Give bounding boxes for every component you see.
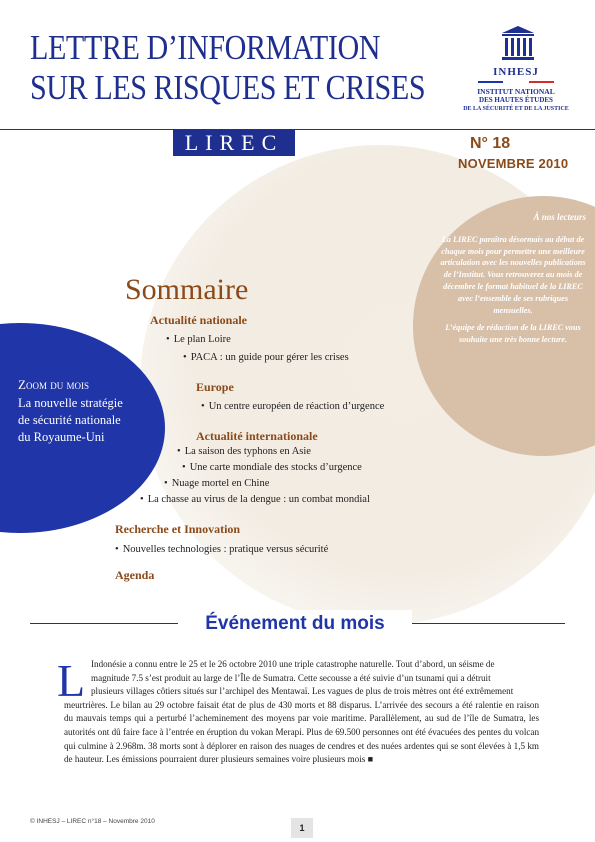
page-number: 1 bbox=[291, 818, 313, 838]
event-rule-left bbox=[30, 623, 180, 624]
readers-note bbox=[438, 212, 588, 352]
section-recherche-innovation[interactable]: Recherche et Innovation bbox=[115, 522, 241, 536]
toc-item[interactable]: • Nouvelles technologies : pratique versus sécurité bbox=[115, 544, 329, 555]
section-actualite-nationale[interactable]: Actualité nationale bbox=[150, 313, 247, 327]
toc-item[interactable]: • Une carte mondiale des stocks d’urgence bbox=[182, 462, 362, 473]
section-agenda[interactable]: Agenda bbox=[115, 568, 155, 582]
footer-copyright: © INHESJ – LIREC n°18 – Novembre 2010 bbox=[30, 818, 155, 825]
zoom-line-1: La nouvelle stratégie bbox=[18, 396, 123, 410]
zoom-du-mois[interactable] bbox=[18, 376, 123, 446]
article-line-1: Indonésie a connu entre le 25 et le 26 octobre 2010 une triple catastrophe naturelle. Tout d’abord, un séisme de bbox=[91, 659, 495, 669]
dropcap: L bbox=[57, 655, 86, 706]
logo-line-2: DES HAUTES ÉTUDES bbox=[479, 96, 553, 104]
toc-item[interactable]: • La chasse au virus de la dengue : un combat mondial bbox=[140, 494, 370, 505]
title-line-2: SUR LES RISQUES ET CRISES bbox=[30, 68, 426, 107]
toc-item[interactable]: • Nuage mortel en Chine bbox=[164, 478, 270, 489]
issue-date: NOVEMBRE 2010 bbox=[458, 156, 569, 171]
toc-item[interactable]: • Le plan Loire bbox=[166, 334, 231, 345]
event-article bbox=[64, 658, 539, 765]
inhesj-logo-icon bbox=[498, 24, 538, 64]
readers-note-heading: À nos lecteurs bbox=[533, 212, 586, 222]
zoom-heading: Zoom du mois bbox=[18, 377, 89, 392]
toc-item[interactable]: • Un centre européen de réaction d’urgence bbox=[201, 401, 385, 412]
issue-number: N° 18 bbox=[470, 135, 511, 152]
lirec-badge: LIREC bbox=[173, 129, 295, 156]
logo-name: INHESJ bbox=[493, 66, 539, 78]
logo-line-3: DE LA SÉCURITÉ ET DE LA JUSTICE bbox=[463, 106, 569, 112]
event-title: Événement du mois bbox=[178, 610, 412, 638]
article-line-3: plusieurs villages côtiers situés sur l’archipel des Mentawaï. Les vagues de plus de trois mètres ont été extrêmement bbox=[91, 686, 514, 697]
readers-note-para-2: L’équipe de rédaction de la LIREC vous souhaite une très bonne lecture. bbox=[445, 323, 581, 345]
newsletter-title bbox=[30, 28, 425, 108]
title-line-1: LETTRE D’INFORMATION bbox=[30, 28, 381, 67]
section-europe[interactable]: Europe bbox=[196, 380, 234, 394]
logo-flag-stripe bbox=[478, 81, 554, 83]
zoom-line-2: de sécurité nationale bbox=[18, 413, 121, 427]
logo-line-1: INSTITUT NATIONAL bbox=[477, 87, 555, 96]
section-actualite-internationale[interactable]: Actualité internationale bbox=[196, 429, 318, 443]
sommaire-title: Sommaire bbox=[125, 273, 249, 306]
event-rule-right bbox=[410, 623, 565, 624]
logo-institute bbox=[456, 87, 576, 114]
header-rule bbox=[0, 129, 595, 130]
toc-item[interactable]: • PACA : un guide pour gérer les crises bbox=[183, 352, 349, 363]
toc-item[interactable]: • La saison des typhons en Asie bbox=[177, 446, 311, 457]
article-body: meurtrières. Le bilan au 29 octobre faisait état de plus de 430 morts et 88 disparus. L’arrivée des secours a été ralentie en raison du mauvais temps qui a perturbé l’acheminement des moyens par voie maritime. Parallèlement, au sud de l’île de Sumatra, les autorités ont dû faire face à l’entrée en éruption du vokan Merapi. Plus de 69.500 personnes ont été évacuées des pentes du volcan qui culmine à 2.968m. 38 morts sont à déplorer en raison des nuages de cendres et des nuées ardentes qui se sont élevées à 1,5 km de hauteur. Les émissions pourraient durer plusieurs semaines voire plusieurs mois ■ bbox=[64, 699, 539, 765]
readers-note-para-1: La LIREC paraîtra désormais au début de chaque mois pour permettre une meilleure articulation avec les nouvelles publications de l’Institut. Vous retrouverez au mois de décembre le format habituel de la LIREC avec l’ensemble de ses rubriques mensuelles. bbox=[440, 234, 586, 315]
zoom-line-3: du Royaume-Uni bbox=[18, 430, 105, 444]
article-line-2: magnitude 7.5 s’est produit au large de l’Île de Sumatra. Cette secousse a été suivie d’un tsunami qui a détruit bbox=[91, 672, 491, 683]
